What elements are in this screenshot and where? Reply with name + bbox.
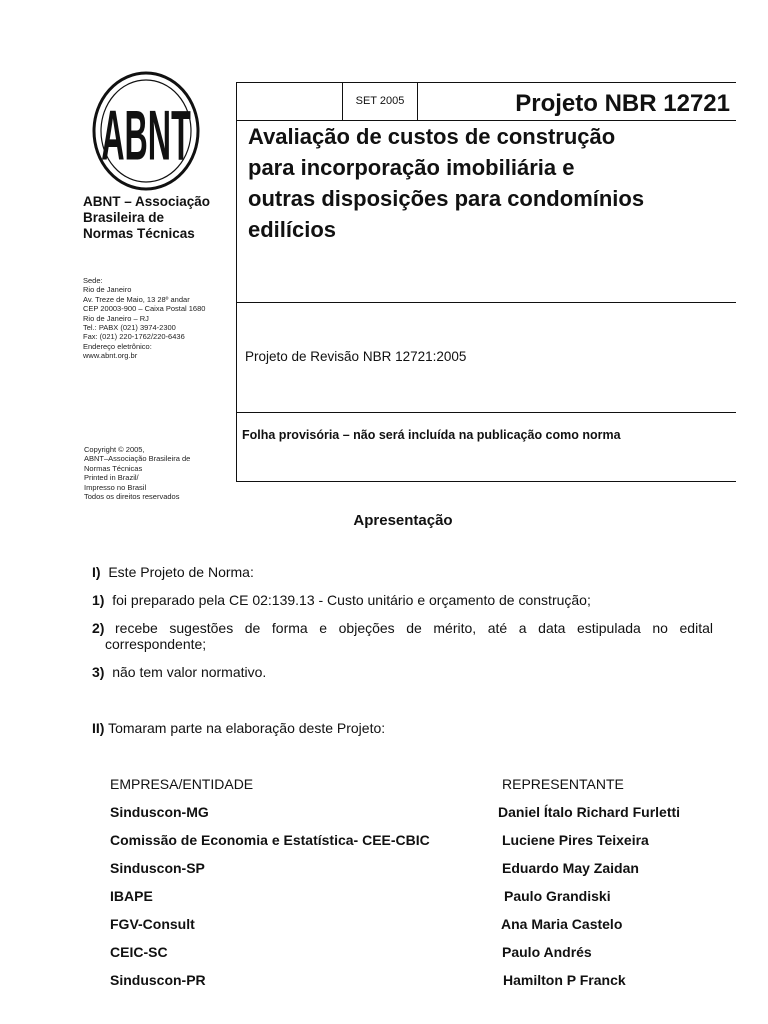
item-2 bbox=[92, 620, 104, 636]
header-frame-top-rule bbox=[236, 82, 736, 83]
representative-cell: Paulo Andrés bbox=[502, 944, 592, 960]
item-number: II) bbox=[92, 720, 105, 736]
company-cell: Sinduscon-SP bbox=[110, 860, 205, 876]
copyright-line: Todos os direitos reservados bbox=[84, 492, 180, 502]
header-frame-notice-rule bbox=[236, 412, 736, 413]
address-line: Rio de Janeiro – RJ bbox=[83, 313, 149, 323]
org-name-line: Normas Técnicas bbox=[83, 226, 195, 241]
representative-cell: Eduardo May Zaidan bbox=[502, 860, 639, 876]
item-roman-2 bbox=[92, 720, 385, 736]
item-text-continuation: correspondente; bbox=[105, 636, 207, 652]
address-line: Fax: (021) 220-1762/220-6436 bbox=[83, 332, 185, 342]
address-line: Endereço eletrônico: bbox=[83, 341, 152, 351]
copyright-line: Copyright © 2005, bbox=[84, 445, 145, 454]
item-roman-1 bbox=[92, 564, 254, 580]
item-text: foi preparado pela CE 02:139.13 - Custo unitário e orçamento de construção; bbox=[112, 592, 591, 608]
address-line: Sede: bbox=[83, 276, 103, 285]
logo-lettering: ABNT bbox=[101, 96, 191, 175]
column-header-company: EMPRESA/ENTIDADE bbox=[110, 776, 254, 792]
representative-cell: Luciene Pires Teixeira bbox=[502, 832, 649, 848]
provisional-notice: Folha provisória – não será incluída na publicação como norma bbox=[242, 428, 621, 442]
address-line: Av. Treze de Maio, 13 28º andar bbox=[83, 294, 190, 304]
representative-cell: Paulo Grandiski bbox=[504, 888, 611, 904]
organization-name bbox=[83, 194, 233, 242]
document-code: Projeto NBR 12721 bbox=[515, 90, 730, 117]
item-3 bbox=[92, 664, 266, 680]
copyright-line: Printed in Brazil/ bbox=[84, 473, 139, 483]
company-cell: Comissão de Economia e Estatística- CEE-CBIC bbox=[110, 832, 430, 848]
title-line: edilícios bbox=[248, 217, 337, 242]
header-frame-bottom-rule bbox=[236, 481, 736, 482]
abnt-logo bbox=[90, 70, 202, 192]
copyright-line: Impresso no Brasil bbox=[84, 482, 147, 492]
address-line: Rio de Janeiro bbox=[83, 285, 132, 295]
company-cell: FGV-Consult bbox=[110, 916, 195, 932]
representative-cell: Hamilton P Franck bbox=[503, 972, 626, 988]
company-cell: IBAPE bbox=[110, 888, 153, 904]
item-text: recebe sugestões de forma e objeções de mérito, até a data estipulada no edital bbox=[115, 620, 713, 636]
header-frame-revision-rule bbox=[236, 302, 736, 303]
item-number: 1) bbox=[92, 592, 105, 608]
address-block bbox=[83, 276, 233, 361]
representative-cell: Ana Maria Castelo bbox=[501, 916, 623, 932]
title-line: outras disposições para condomínios bbox=[248, 186, 645, 211]
company-cell: Sinduscon-MG bbox=[110, 804, 209, 820]
item-text: não tem valor normativo. bbox=[112, 664, 267, 680]
title-line: para incorporação imobiliária e bbox=[248, 155, 575, 180]
item-text: Este Projeto de Norma: bbox=[108, 564, 254, 580]
org-name-line: ABNT – Associação bbox=[83, 194, 211, 209]
company-cell: Sinduscon-PR bbox=[110, 972, 206, 988]
company-cell: CEIC-SC bbox=[110, 944, 168, 960]
copyright-block bbox=[84, 445, 234, 501]
item-number: I) bbox=[92, 564, 101, 580]
section-title: Apresentação bbox=[353, 512, 453, 529]
address-line: Tel.: PABX (021) 3974-2300 bbox=[83, 323, 176, 333]
representative-cell: Daniel Ítalo Richard Furletti bbox=[498, 804, 681, 820]
title-line: Avaliação de custos de construção bbox=[248, 124, 616, 149]
item-1 bbox=[92, 592, 591, 608]
document-title bbox=[248, 121, 736, 245]
copyright-line: Normas Técnicas bbox=[84, 463, 143, 473]
column-header-representative: REPRESENTANTE bbox=[502, 776, 624, 792]
org-name-line: Brasileira de bbox=[83, 210, 165, 225]
document-date: SET 2005 bbox=[355, 95, 405, 107]
item-number: 2) bbox=[92, 620, 105, 636]
website-link[interactable]: www.abnt.org.br bbox=[83, 351, 138, 361]
copyright-line: ABNT–Associação Brasileira de bbox=[84, 454, 191, 464]
revision-note: Projeto de Revisão NBR 12721:2005 bbox=[245, 349, 467, 364]
item-number: 3) bbox=[92, 664, 105, 680]
header-frame-left-border bbox=[236, 82, 237, 482]
item-text: Tomaram parte na elaboração deste Projeto: bbox=[108, 720, 386, 736]
address-line: CEP 20003-900 – Caixa Postal 1680 bbox=[83, 304, 206, 314]
